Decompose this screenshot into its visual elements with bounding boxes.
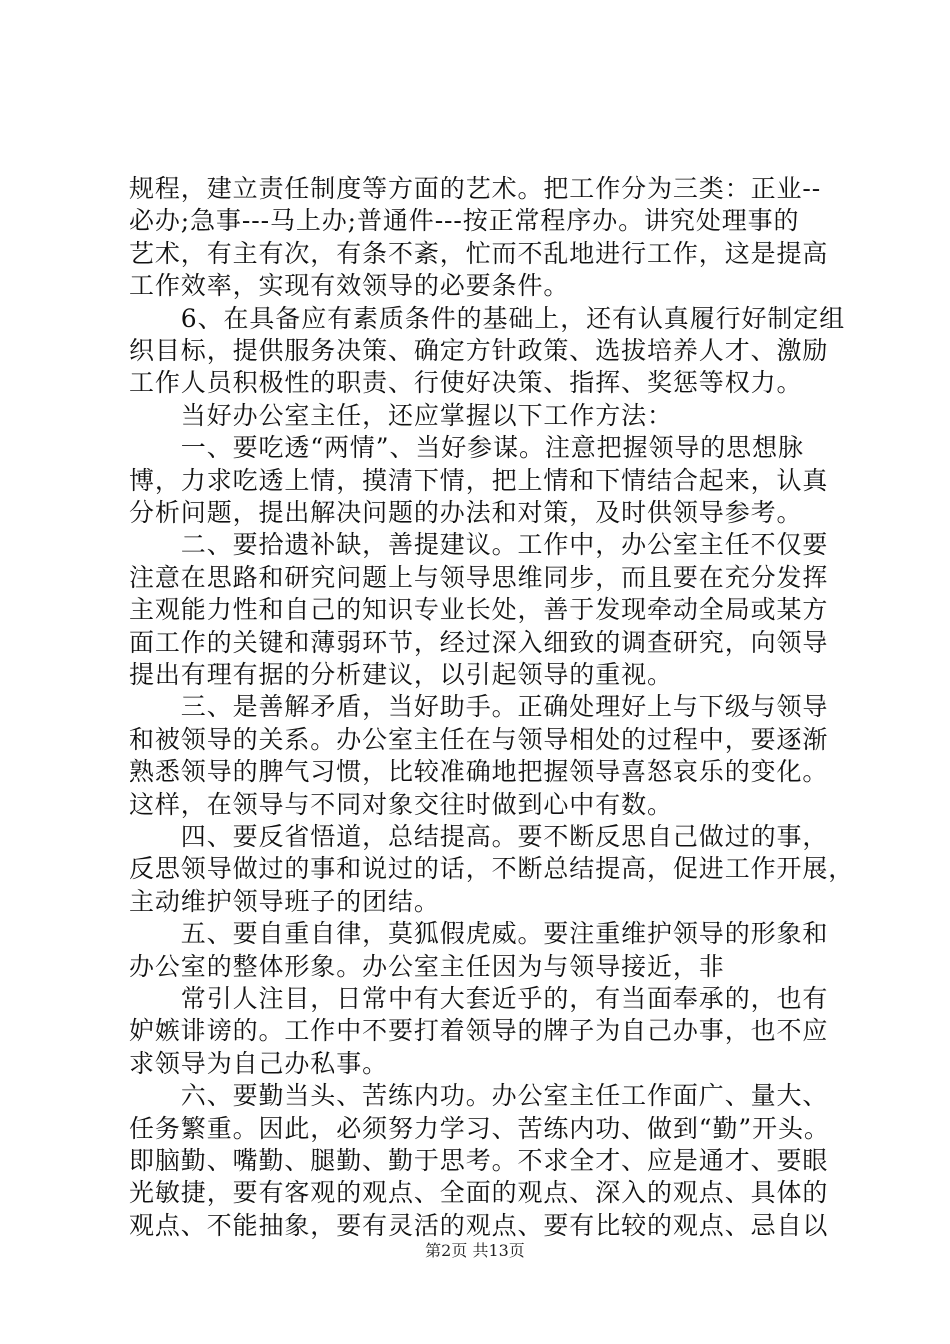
text-line: 光敏捷，要有客观的观点、全面的观点、深入的观点、具体的 — [129, 1178, 829, 1208]
text-line: 博，力求吃透上情，摸清下情，把上情和下情结合起来，认真 — [129, 465, 829, 495]
page-footer: 第2页 共13页 — [425, 1241, 525, 1260]
text-line: 当好办公室主任，还应掌握以下工作方法： — [129, 400, 673, 430]
text-line: 三、是善解矛盾，当好助手。正确处理好上与下级与领导 — [129, 692, 829, 722]
text-line: 这样，在领导与不同对象交往时做到心中有数。 — [129, 789, 673, 819]
text-line: 一、要吃透“两情”、当好参谋。注意把握领导的思想脉 — [129, 433, 804, 463]
text-line: 求领导为自己办私事。 — [129, 1048, 389, 1078]
text-line: 必办;急事---马上办;普通件---按正常程序办。讲究处理事的 — [129, 206, 800, 236]
text-line: 办公室的整体形象。办公室主任因为与领导接近，非 — [129, 951, 725, 981]
text-line: 织目标，提供服务决策、确定方针政策、选拔培养人才、激励 — [129, 336, 829, 365]
text-line: 即脑勤、嘴勤、腿勤、勤于思考。不求全才、应是通才、要眼 — [129, 1146, 829, 1175]
text-line: 熟悉领导的脾气习惯，比较准确地把握领导喜怒哀乐的变化。 — [129, 757, 829, 787]
text-line: 二、要拾遗补缺，善提建议。工作中，办公室主任不仅要 — [129, 530, 829, 560]
text-line: 分析问题，提出解决问题的办法和对策，及时供领导参考。 — [129, 498, 803, 527]
text-line: 常引人注目，日常中有大套近乎的，有当面奉承的，也有 — [129, 984, 829, 1013]
text-line: 六、要勤当头、苦练内功。办公室主任工作面广、量大、 — [129, 1081, 829, 1111]
text-line: 工作效率，实现有效领导的必要条件。 — [129, 271, 570, 301]
text-line: 注意在思路和研究问题上与领导思维同步，而且要在充分发挥 — [129, 562, 829, 592]
text-line: 观点、不能抽象，要有灵活的观点、要有比较的观点、忌自以 — [129, 1210, 829, 1240]
text-line: 主动维护领导班子的团结。 — [129, 886, 440, 916]
text-line: 6、在具备应有素质条件的基础上，还有认真履行好制定组 — [129, 303, 846, 333]
text-line: 和被领导的关系。办公室主任在与领导相处的过程中，要逐渐 — [129, 724, 829, 754]
text-line: 反思领导做过的事和说过的话，不断总结提高，促进工作开展， — [129, 854, 855, 884]
text-line: 面工作的关键和薄弱环节，经过深入细致的调查研究，向领导 — [129, 627, 829, 657]
text-line: 主观能力性和自己的知识专业长处，善于发现牵动全局或某方 — [129, 595, 829, 625]
text-line: 工作人员积极性的职责、行使好决策、指挥、奖惩等权力。 — [129, 368, 803, 398]
text-line: 妒嫉诽谤的。工作中不要打着领导的牌子为自己办事，也不应 — [129, 1016, 829, 1046]
text-line: 提出有理有据的分析建议，以引起领导的重视。 — [129, 660, 673, 689]
text-line: 任务繁重。因此，必须努力学习、苦练内功、做到“勤”开头。 — [129, 1113, 830, 1143]
text-line: 五、要自重自律，莫狐假虎威。要注重维护领导的形象和 — [129, 919, 829, 949]
text-line: 规程，建立责任制度等方面的艺术。把工作分为三类：正业-- — [129, 174, 822, 203]
text-line: 艺术，有主有次，有条不紊，忙而不乱地进行工作，这是提高 — [129, 238, 829, 268]
text-line: 四、要反省悟道，总结提高。要不断反思自己做过的事， — [129, 822, 829, 851]
